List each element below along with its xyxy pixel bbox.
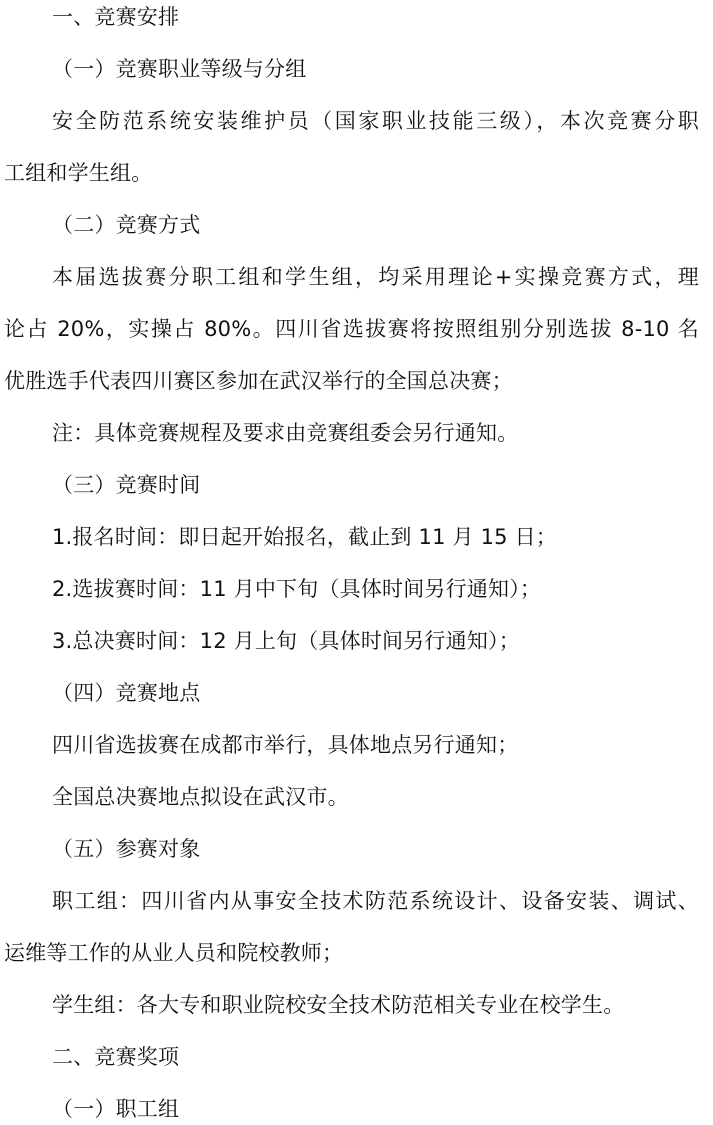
paragraph-line: 本届选拔赛分职工组和学生组，均采用理论+实操竞赛方式，理 bbox=[52, 265, 699, 289]
section-heading-arrangement: 一、竞赛安排 bbox=[52, 5, 180, 29]
subheading-competition-time: （三）竞赛时间 bbox=[52, 473, 201, 497]
list-item: 1.报名时间：即日起开始报名，截止到 11 月 15 日； bbox=[52, 525, 557, 549]
list-item: 3.总决赛时间：12 月上旬（具体时间另行通知）； bbox=[52, 629, 520, 653]
note-line: 注：具体竞赛规程及要求由竞赛组委会另行通知。 bbox=[52, 421, 519, 445]
paragraph-line: 工组和学生组。 bbox=[4, 161, 153, 185]
list-item: 2.选拔赛时间：11 月中下旬（具体时间另行通知）； bbox=[52, 577, 542, 601]
paragraph-line: 全国总决赛地点拟设在武汉市。 bbox=[52, 785, 349, 809]
subheading-competition-location: （四）竞赛地点 bbox=[52, 681, 201, 705]
subheading-competition-format: （二）竞赛方式 bbox=[52, 213, 201, 237]
subheading-staff-group: （一）职工组 bbox=[52, 1097, 180, 1121]
paragraph-line: 论占 20%，实操占 80%。四川省选拔赛将按照组别分别选拔 8-10 名 bbox=[4, 317, 699, 341]
paragraph-line: 学生组：各大专和职业院校安全技术防范相关专业在校学生。 bbox=[52, 993, 625, 1017]
subheading-level-and-groups: （一）竞赛职业等级与分组 bbox=[52, 57, 307, 81]
paragraph-line: 四川省选拔赛在成都市举行，具体地点另行通知； bbox=[52, 733, 519, 757]
paragraph-line: 安全防范系统安装维护员（国家职业技能三级），本次竞赛分职 bbox=[52, 109, 699, 133]
paragraph-line: 职工组：四川省内从事安全技术防范系统设计、设备安装、调试、 bbox=[52, 889, 699, 913]
subheading-participants: （五）参赛对象 bbox=[52, 837, 201, 861]
paragraph-line: 运维等工作的从业人员和院校教师； bbox=[4, 941, 344, 965]
paragraph-line: 优胜选手代表四川赛区参加在武汉举行的全国总决赛； bbox=[4, 369, 513, 393]
section-heading-awards: 二、竞赛奖项 bbox=[52, 1045, 180, 1069]
